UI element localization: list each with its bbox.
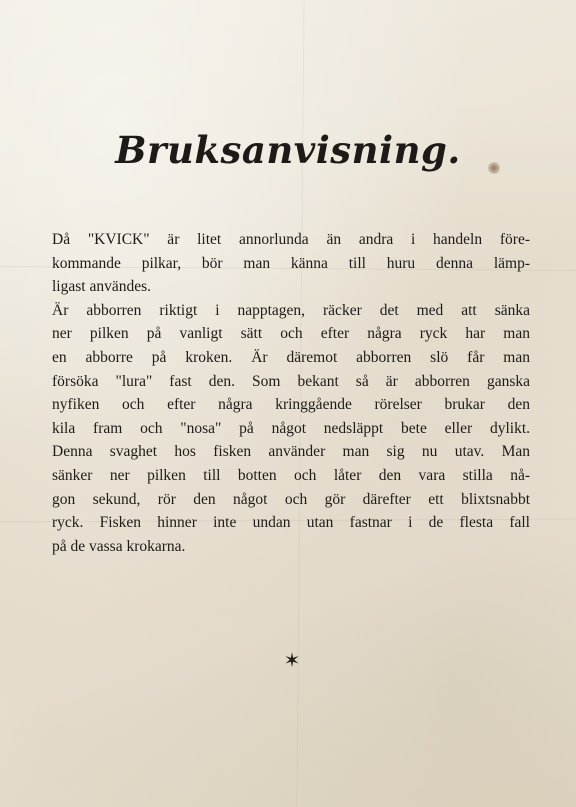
text-line: Då "KVICK" är litet annorlunda än andra i handeln före- (52, 231, 530, 248)
text-line: ligast användes. (52, 278, 152, 296)
text-line: ryck. Fisken hinner inte undan utan fastnar i de flesta fall (52, 514, 530, 532)
text-line: nyfiken och efter några kringgående rörelser brukar den (52, 396, 530, 414)
text-line: Denna svaghet hos fisken använder man sig nu utav. Man (52, 443, 530, 461)
text-line: en abborre på kroken. Är däremot abborren slö får man (52, 348, 530, 366)
text-line: Är abborren riktigt i napptagen, räcker det med att sänka (52, 301, 530, 319)
text-line: försöka "lura" fast den. Som bekant så är abborren ganska (52, 372, 530, 390)
text-line: sänker ner pilken till botten och låter den vara stilla nå- (52, 466, 530, 484)
instruction-text (52, 228, 530, 558)
document-title: Bruksanvisning. (115, 128, 461, 172)
text-line: kommande pilkar, bör man känna till huru denna lämp- (52, 254, 530, 272)
star-ornament-icon: ✶ (283, 648, 301, 672)
text-line: gon sekund, rör den något och gör därefter ett blixtsnabbt (52, 490, 530, 508)
text-line: ner pilken på vanligt sätt och efter några ryck har man (52, 325, 530, 343)
text-line: kila fram och "nosa" på något nedsläppt bete eller dylikt. (52, 419, 530, 437)
text-line: på de vassa krokarna. (52, 537, 186, 555)
